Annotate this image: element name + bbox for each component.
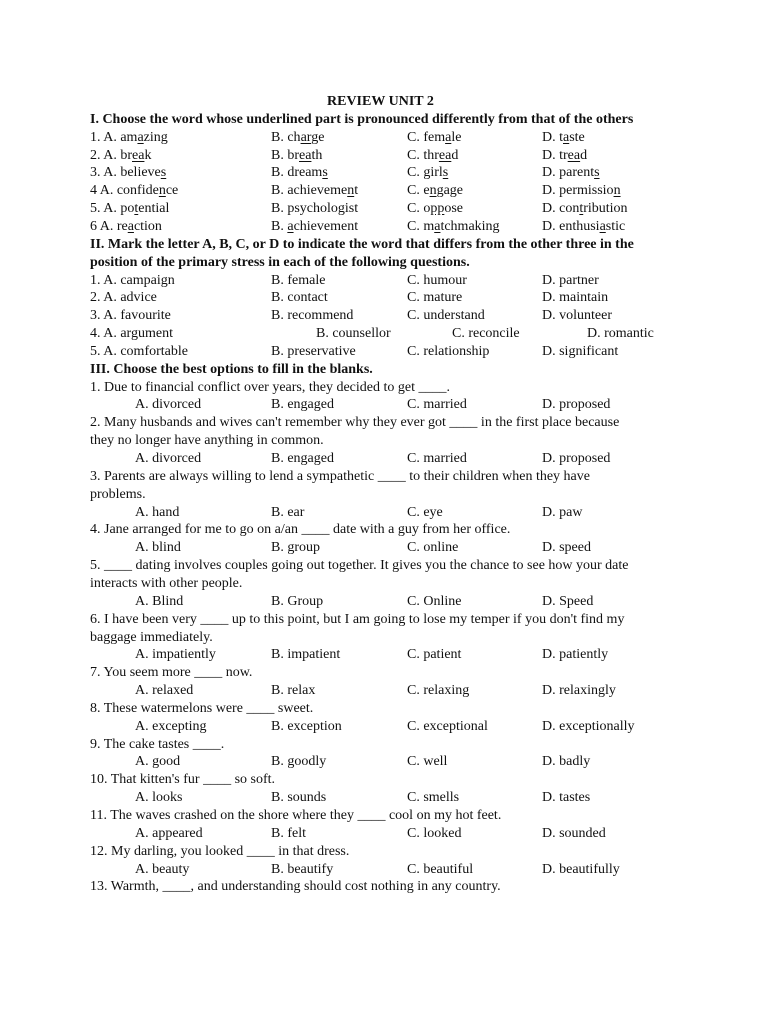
option-text-after: chievement	[293, 219, 359, 234]
option-text-after: ste	[569, 130, 585, 145]
answer-option: C. mature	[407, 290, 463, 305]
section-2-heading-line	[90, 254, 690, 272]
option-text-before: B. dream	[271, 165, 323, 180]
answer-option	[271, 218, 358, 236]
question-options	[90, 539, 690, 557]
option-text-after: d	[580, 148, 588, 163]
question-line	[90, 414, 690, 432]
answer-option	[407, 200, 463, 218]
option-text-after: le	[451, 130, 462, 145]
question-options	[90, 593, 690, 611]
answer-option: D. Speed	[542, 594, 594, 609]
question-text: problems.	[90, 487, 146, 502]
answer-option: C. smells	[407, 790, 460, 805]
question-line	[90, 629, 690, 647]
answer-option	[90, 218, 162, 236]
question-line	[90, 575, 690, 593]
option-text-before: 4 A. confide	[90, 183, 159, 198]
answer-option	[271, 200, 358, 218]
option-text-before: D. t	[542, 130, 563, 145]
underlined-part: a	[563, 130, 570, 145]
question-options	[90, 753, 690, 771]
question-text: 11. The waves crashed on the shore where they ____ cool on my hot feet.	[90, 808, 502, 823]
answer-option: D. maintain	[542, 290, 609, 305]
answer-option: B. group	[271, 540, 320, 555]
answer-option	[271, 164, 328, 182]
question-text: 3. Parents are always willing to lend a sympathetic ____ to their children when they have	[90, 469, 590, 484]
answer-option	[90, 200, 169, 218]
option-text-before: B.	[271, 219, 288, 234]
answer-option: C. married	[407, 451, 467, 466]
question-line	[90, 379, 690, 397]
answer-option: B. contact	[271, 290, 328, 305]
option-text-after: gage	[436, 183, 463, 198]
underlined-part: a	[599, 219, 606, 234]
option-text-before: B. br	[271, 148, 299, 163]
question-options	[90, 504, 690, 522]
answer-option	[542, 129, 585, 147]
question-text: 4. Jane arranged for me to go on a/an ____ date with a guy from her office.	[90, 522, 511, 537]
question-options	[90, 450, 690, 468]
question-line	[90, 432, 690, 450]
answer-option: B. relax	[271, 683, 316, 698]
answer-option: B. felt	[271, 826, 306, 841]
option-text-after: th	[311, 148, 323, 163]
underlined-part: t	[579, 201, 584, 216]
question-options	[90, 396, 690, 414]
question-options	[90, 825, 690, 843]
question-line	[90, 468, 690, 486]
question-line	[90, 486, 690, 504]
question-line	[90, 611, 690, 629]
answer-option	[90, 182, 178, 200]
question-text: they no longer have anything in common.	[90, 433, 324, 448]
answer-option: D. badly	[542, 754, 591, 769]
question-text: 1. Due to financial conflict over years, they decided to get ____.	[90, 380, 450, 395]
underlined-part: s	[594, 165, 600, 180]
underlined-part: ea	[132, 148, 145, 163]
answer-option: A. Blind	[135, 594, 184, 609]
answer-option: 5. A. comfortable	[90, 344, 188, 359]
option-text-after: ction	[133, 219, 162, 234]
answer-option	[90, 164, 166, 182]
answer-option: D. beautifully	[542, 862, 620, 877]
answer-option: D. volunteer	[542, 308, 612, 323]
option-text-before: 2. A. br	[90, 148, 132, 163]
answer-option: C. reconcile	[452, 326, 520, 341]
option-text-after: ist	[344, 201, 359, 216]
answer-option	[542, 182, 621, 200]
question-text: baggage immediately.	[90, 630, 213, 645]
answer-option: B. recommend	[271, 308, 354, 323]
question-text: 6. I have been very ____ up to this point, but I am going to lose my temper if you don't find my	[90, 612, 625, 627]
option-text-after: ce	[165, 183, 179, 198]
section-2-row	[90, 325, 690, 343]
answer-option: A. impatiently	[135, 647, 216, 662]
option-text-after: ential	[138, 201, 170, 216]
answer-option: D. partner	[542, 273, 599, 288]
answer-option: A. looks	[135, 790, 183, 805]
option-text-before: D. enthusi	[542, 219, 600, 234]
answer-option: 4. A. argument	[90, 326, 173, 341]
option-text-before: C. e	[407, 183, 430, 198]
question-text: 13. Warmth, ____, and understanding should cost nothing in any country.	[90, 879, 501, 894]
underlined-part: s	[322, 165, 328, 180]
answer-option: A. beauty	[135, 862, 190, 877]
answer-option: C. understand	[407, 308, 485, 323]
option-text-before: D. con	[542, 201, 580, 216]
option-text-before: C. fem	[407, 130, 446, 145]
question-options	[90, 861, 690, 879]
answer-option: D. relaxingly	[542, 683, 616, 698]
option-text-after: k	[144, 148, 152, 163]
option-text-after: ge	[311, 130, 325, 145]
answer-option: D. paw	[542, 505, 583, 520]
answer-option: B. exception	[271, 719, 342, 734]
answer-option: D. speed	[542, 540, 591, 555]
underlined-part: a	[127, 219, 134, 234]
answer-option: C. looked	[407, 826, 462, 841]
option-text-before: B. ch	[271, 130, 301, 145]
section-1-row	[90, 200, 690, 218]
page-title: REVIEW UNIT 2	[327, 94, 434, 109]
answer-option	[90, 129, 168, 147]
option-text-before: 6 A. re	[90, 219, 128, 234]
option-text-before: B. psycholo	[271, 201, 338, 216]
answer-option	[542, 164, 600, 182]
section-2-heading-line	[90, 236, 690, 254]
answer-option: D. romantic	[587, 326, 654, 341]
section-1-row	[90, 218, 690, 236]
answer-option: D. tastes	[542, 790, 591, 805]
section-3-heading-line	[90, 361, 690, 379]
underlined-part: ea	[299, 148, 312, 163]
answer-option: C. relaxing	[407, 683, 470, 698]
underlined-part: a	[434, 219, 441, 234]
answer-option: D. significant	[542, 344, 619, 359]
section-2-row	[90, 272, 690, 290]
option-text-before: 1. A. am	[90, 130, 138, 145]
answer-option: D. patiently	[542, 647, 609, 662]
answer-option: 1. A. campaign	[90, 273, 175, 288]
answer-option: B. sounds	[271, 790, 327, 805]
answer-option: D. proposed	[542, 397, 611, 412]
underlined-part: ea	[438, 148, 452, 163]
question-text: interacts with other people.	[90, 576, 243, 591]
underlined-part: a	[445, 130, 452, 145]
option-text-after: tchmaking	[440, 219, 500, 234]
underlined-part: a	[287, 219, 294, 234]
underlined-part: pp	[430, 201, 445, 216]
answer-option: B. preservative	[271, 344, 356, 359]
answer-option: D. sounded	[542, 826, 606, 841]
question-line	[90, 736, 690, 754]
section-1-heading: I. Choose the word whose underlined part is pronounced differently from that of the others	[90, 112, 634, 127]
answer-option: D. proposed	[542, 451, 611, 466]
option-text-before: D. parent	[542, 165, 595, 180]
question-options	[90, 789, 690, 807]
section-1-row	[90, 147, 690, 165]
option-text-before: C. o	[407, 201, 431, 216]
answer-option: B. engaged	[271, 451, 334, 466]
option-text-before: C. thr	[407, 148, 439, 163]
option-text-after: t	[354, 183, 359, 198]
option-text-after: stic	[605, 219, 626, 234]
answer-option: B. beautify	[271, 862, 334, 877]
answer-option: A. divorced	[135, 397, 202, 412]
answer-option: C. exceptional	[407, 719, 488, 734]
title-line	[0, 93, 768, 111]
answer-option: B. engaged	[271, 397, 334, 412]
question-text: 12. My darling, you looked ____ in that dress.	[90, 844, 350, 859]
answer-option: A. blind	[135, 540, 181, 555]
option-text-before: D. tr	[542, 148, 568, 163]
section-2-row	[90, 307, 690, 325]
question-line	[90, 664, 690, 682]
question-line	[90, 771, 690, 789]
answer-option: C. relationship	[407, 344, 490, 359]
answer-option	[90, 147, 151, 165]
answer-option: A. excepting	[135, 719, 207, 734]
answer-option	[407, 182, 463, 200]
answer-option: C. humour	[407, 273, 467, 288]
answer-option	[271, 129, 324, 147]
underlined-part: g	[337, 201, 345, 216]
answer-option: C. patient	[407, 647, 462, 662]
section-2-heading-cont: position of the primary stress in each of the following questions.	[90, 255, 470, 270]
answer-option: B. female	[271, 273, 326, 288]
option-text-after: ribution	[583, 201, 628, 216]
section-2-row	[90, 289, 690, 307]
answer-option: A. appeared	[135, 826, 203, 841]
question-line	[90, 843, 690, 861]
question-options	[90, 646, 690, 664]
answer-option: D. exceptionally	[542, 719, 635, 734]
answer-option: 3. A. favourite	[90, 308, 171, 323]
option-text-before: B. achieveme	[271, 183, 348, 198]
question-text: 9. The cake tastes ____.	[90, 737, 225, 752]
option-text-before: C. girl	[407, 165, 443, 180]
answer-option	[407, 164, 448, 182]
answer-option: B. impatient	[271, 647, 341, 662]
answer-option: B. Group	[271, 594, 324, 609]
option-text-before: C. m	[407, 219, 435, 234]
section-1-row	[90, 129, 690, 147]
section-2-heading: II. Mark the letter A, B, C, or D to indicate the word that differs from the other three in the	[90, 237, 634, 252]
answer-option: B. counsellor	[316, 326, 391, 341]
question-text: 10. That kitten's fur ____ so soft.	[90, 772, 276, 787]
answer-option: C. Online	[407, 594, 462, 609]
underlined-part: s	[442, 165, 449, 180]
underlined-part: n	[613, 183, 621, 198]
option-text-after: d	[451, 148, 459, 163]
underlined-part: s	[160, 165, 167, 180]
answer-option	[407, 147, 458, 165]
answer-option	[542, 147, 587, 165]
underlined-part: a	[137, 130, 144, 145]
section-1-heading-line	[90, 111, 690, 129]
question-text: 5. ____ dating involves couples going out together. It gives you the chance to see how your date	[90, 558, 629, 573]
answer-option	[542, 200, 628, 218]
question-line	[90, 700, 690, 718]
underlined-part: n	[429, 183, 437, 198]
answer-option	[542, 218, 625, 236]
section-1-row	[90, 164, 690, 182]
answer-option: C. married	[407, 397, 467, 412]
answer-option: B. ear	[271, 505, 305, 520]
question-text: 2. Many husbands and wives can't remember why they ever got ____ in the first place because	[90, 415, 620, 430]
answer-option: 2. A. advice	[90, 290, 157, 305]
underlined-part: n	[158, 183, 166, 198]
answer-option: A. hand	[135, 505, 180, 520]
question-line	[90, 807, 690, 825]
underlined-part: ea	[567, 148, 581, 163]
option-text-after: zing	[143, 130, 168, 145]
answer-option: C. online	[407, 540, 459, 555]
question-line	[90, 557, 690, 575]
option-text-after: ose	[444, 201, 464, 216]
question-line	[90, 521, 690, 539]
underlined-part: ar	[300, 130, 312, 145]
answer-option	[407, 129, 461, 147]
question-text: 8. These watermelons were ____ sweet.	[90, 701, 314, 716]
question-text: 7. You seem more ____ now.	[90, 665, 253, 680]
answer-option	[271, 182, 358, 200]
underlined-part: t	[134, 201, 139, 216]
answer-option: C. beautiful	[407, 862, 474, 877]
option-text-before: D. permissio	[542, 183, 614, 198]
answer-option: A. relaxed	[135, 683, 194, 698]
question-options	[90, 682, 690, 700]
question-line	[90, 878, 690, 896]
answer-option: A. good	[135, 754, 181, 769]
section-1-row	[90, 182, 690, 200]
underlined-part: n	[347, 183, 355, 198]
question-options	[90, 718, 690, 736]
answer-option: B. goodly	[271, 754, 327, 769]
answer-option: A. divorced	[135, 451, 202, 466]
answer-option	[407, 218, 500, 236]
option-text-before: 5. A. po	[90, 201, 135, 216]
section-2-row	[90, 343, 690, 361]
section-3-heading: III. Choose the best options to fill in the blanks.	[90, 362, 373, 377]
answer-option: C. eye	[407, 505, 443, 520]
option-text-before: 3. A. believe	[90, 165, 161, 180]
answer-option: C. well	[407, 754, 448, 769]
answer-option	[271, 147, 322, 165]
